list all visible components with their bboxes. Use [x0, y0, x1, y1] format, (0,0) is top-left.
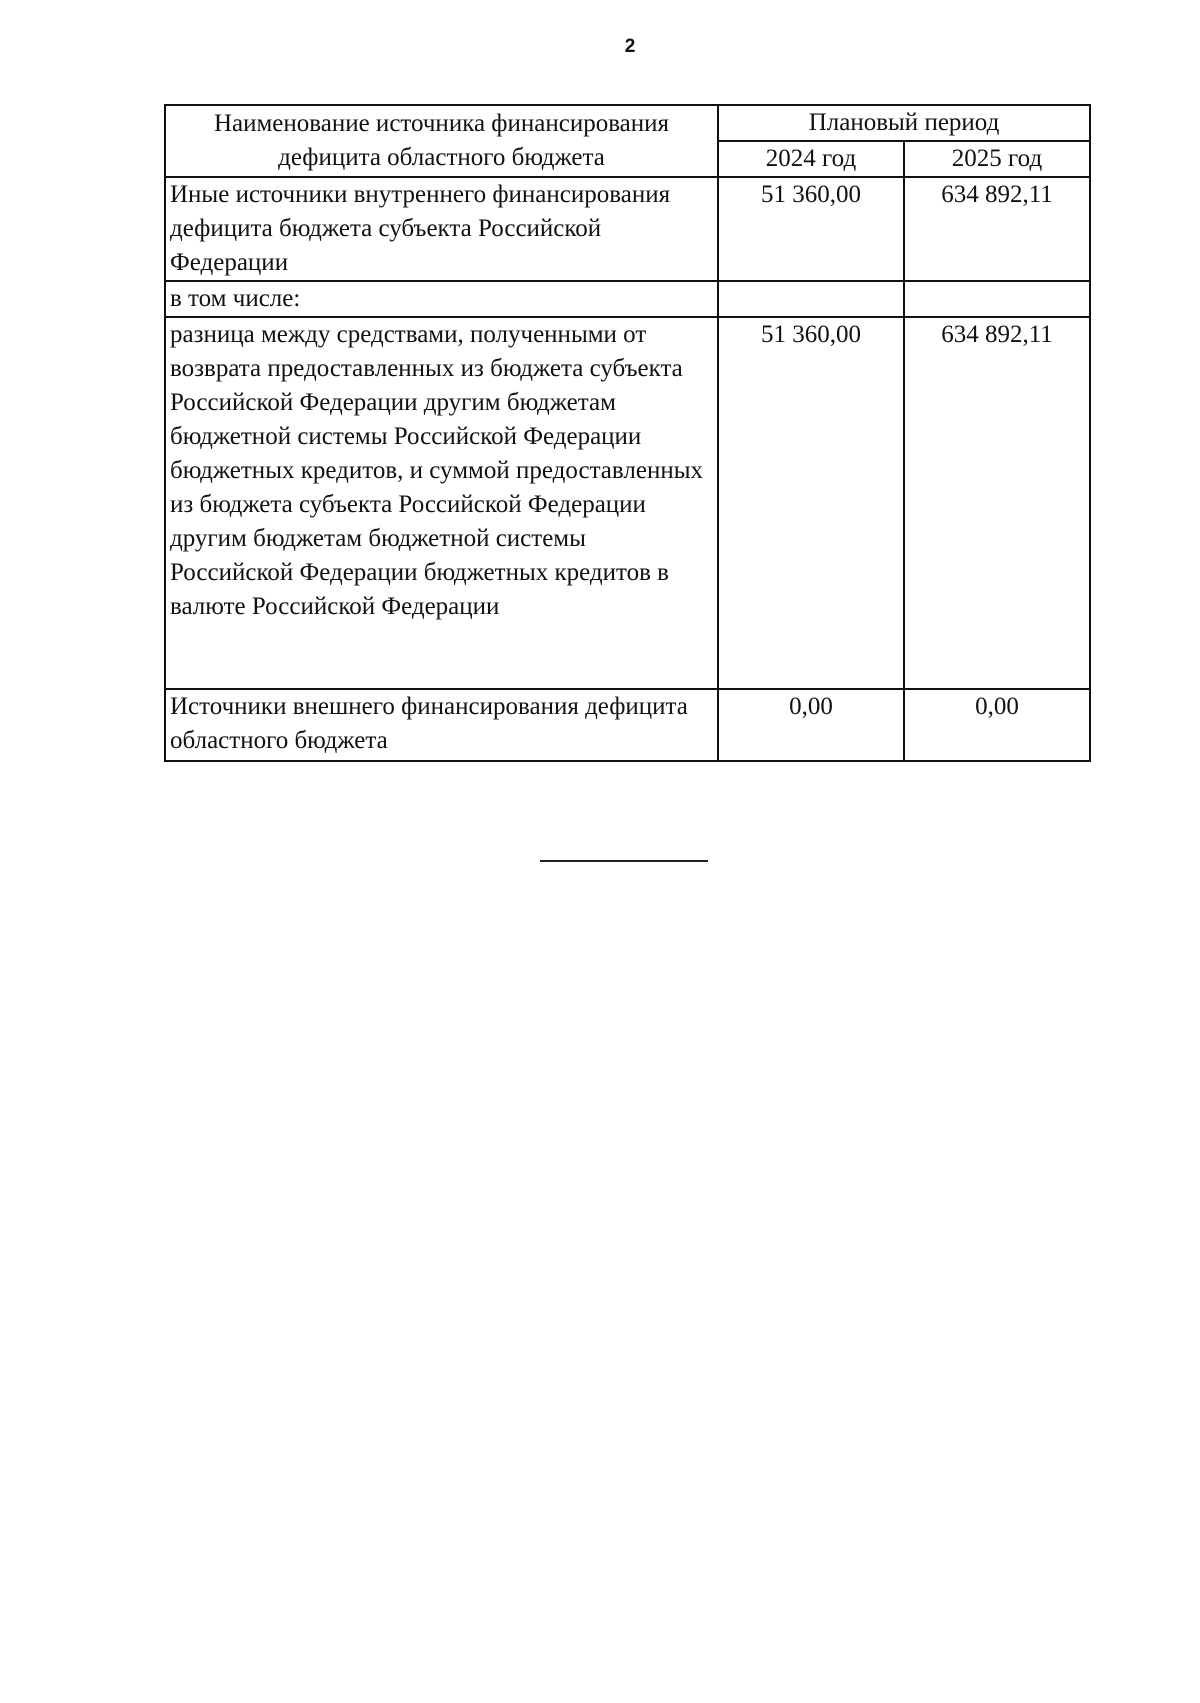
page-number: 2 [624, 36, 636, 57]
header-year-2025: 2025 год [904, 141, 1090, 177]
table-row [165, 281, 1090, 317]
row-name: в том числе: [165, 281, 718, 317]
row-value-2025: 0,00 [904, 689, 1090, 761]
row-value-2024 [718, 281, 904, 317]
header-source-name: Наименование источника финансирования дефицита областного бюджета [165, 105, 718, 177]
row-name: Источники внешнего финансирования дефицита областного бюджета [165, 689, 718, 761]
row-value-2025 [904, 281, 1090, 317]
table-row [165, 317, 1090, 689]
row-value-2025: 634 892,11 [904, 177, 1090, 281]
row-value-2024: 51 360,00 [718, 177, 904, 281]
table-row [165, 177, 1090, 281]
end-of-document-rule [540, 860, 708, 862]
header-row [165, 105, 1090, 141]
table-row [165, 689, 1090, 761]
row-value-2024: 0,00 [718, 689, 904, 761]
row-value-2025: 634 892,11 [904, 317, 1090, 689]
row-name: Иные источники внутреннего финансирования дефицита бюджета субъекта Российской Федерации [165, 177, 718, 281]
financing-sources-table [164, 104, 1091, 762]
header-year-2024: 2024 год [718, 141, 904, 177]
row-value-2024: 51 360,00 [718, 317, 904, 689]
header-planned-period: Плановый период [718, 105, 1090, 141]
row-name: разница между средствами, полученными от возврата предоставленных из бюджета субъекта Российской Федерации другим бюджетам бюджетной системы Российской Федерации бюджетных кредитов, и суммой предоставленных из бюджета субъекта Российской Федерации другим бюджетам бюджетной системы Российской Федерации бюджетных кредитов в валюте Российской Федерации [165, 317, 718, 689]
